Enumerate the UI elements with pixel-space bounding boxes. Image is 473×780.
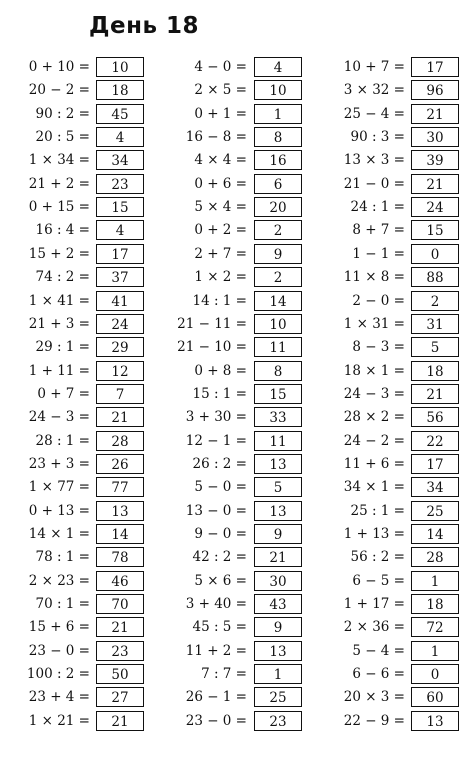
- answer-box: 17: [411, 454, 459, 474]
- problem-expression: 5 × 6 =: [194, 572, 247, 589]
- problem-expression: 100 : 2 =: [26, 666, 90, 683]
- problem-expression: 3 × 32 =: [343, 82, 405, 99]
- answer-box: 15: [411, 220, 459, 240]
- problem-expression: 1 × 41 =: [28, 292, 90, 309]
- problem-expression: 15 + 6 =: [28, 619, 90, 636]
- answer-box: 78: [96, 547, 144, 567]
- problem-expression: 1 × 34 =: [28, 152, 90, 169]
- answer-box: 7: [96, 384, 144, 404]
- problem-expression: 23 − 0 =: [28, 642, 90, 659]
- answer-box: 28: [96, 431, 144, 451]
- problem-expression: 11 + 6 =: [343, 455, 405, 472]
- answer-box: 37: [96, 267, 144, 287]
- answer-box: 2: [254, 267, 302, 287]
- answer-box: 18: [411, 361, 459, 381]
- problem-expression: 78 : 1 =: [35, 549, 90, 566]
- answer-box: 28: [411, 547, 459, 567]
- answer-box: 1: [411, 571, 459, 591]
- problem-expression: 15 + 2 =: [28, 245, 90, 262]
- problem-expression: 11 × 8 =: [343, 269, 405, 286]
- problem-expression: 11 + 2 =: [185, 642, 247, 659]
- problem-expression: 21 + 2 =: [28, 175, 90, 192]
- answer-box: 50: [96, 664, 144, 684]
- problem-expression: 20 × 3 =: [343, 689, 405, 706]
- problem-expression: 0 + 15 =: [28, 199, 90, 216]
- problem-expression: 3 + 40 =: [185, 596, 247, 613]
- problem-expression: 3 + 30 =: [185, 409, 247, 426]
- problem-expression: 29 : 1 =: [35, 339, 90, 356]
- answer-box: 9: [254, 617, 302, 637]
- problem-expression: 24 − 3 =: [343, 385, 405, 402]
- answer-box: 72: [411, 617, 459, 637]
- page-title: День 18: [89, 13, 200, 39]
- answer-box: 17: [411, 57, 459, 77]
- answer-box: 11: [254, 431, 302, 451]
- problem-expression: 1 + 13 =: [343, 526, 405, 542]
- answer-box: 13: [254, 501, 302, 521]
- problem-expression: 23 + 4 =: [28, 689, 90, 706]
- answer-box: 2: [254, 220, 302, 240]
- problem-expression: 9 − 0 =: [194, 526, 247, 542]
- answer-box: 24: [96, 314, 144, 334]
- problem-expression: 70 : 1 =: [35, 596, 90, 613]
- problem-expression: 12 − 1 =: [185, 432, 247, 449]
- answer-box: 1: [254, 664, 302, 684]
- answer-box: 56: [411, 407, 459, 427]
- problem-expression: 2 − 0 =: [352, 292, 405, 309]
- answer-box: 34: [96, 150, 144, 170]
- answer-box: 5: [411, 337, 459, 357]
- answer-box: 8: [254, 361, 302, 381]
- problem-expression: 28 × 2 =: [343, 409, 405, 426]
- answer-box: 1: [411, 641, 459, 661]
- answer-box: 21: [411, 104, 459, 124]
- answer-box: 15: [254, 384, 302, 404]
- answer-box: 16: [254, 150, 302, 170]
- answer-box: 33: [254, 407, 302, 427]
- answer-box: 34: [411, 477, 459, 497]
- answer-box: 2: [411, 291, 459, 311]
- problem-expression: 16 : 4 =: [35, 222, 90, 239]
- problem-expression: 8 − 3 =: [352, 339, 405, 356]
- answer-box: 27: [96, 687, 144, 707]
- problem-expression: 4 × 4 =: [194, 152, 247, 169]
- answer-box: 13: [254, 641, 302, 661]
- problem-expression: 1 × 31 =: [343, 315, 405, 332]
- answer-box: 11: [254, 337, 302, 357]
- problem-expression: 0 + 13 =: [28, 502, 90, 519]
- answer-box: 1: [254, 104, 302, 124]
- problem-expression: 20 − 2 =: [28, 82, 90, 99]
- answer-box: 4: [96, 220, 144, 240]
- problem-expression: 0 + 8 =: [194, 362, 247, 379]
- answer-box: 43: [254, 594, 302, 614]
- answer-box: 4: [96, 127, 144, 147]
- problem-expression: 1 + 11 =: [28, 362, 90, 379]
- problem-expression: 14 : 1 =: [192, 292, 247, 309]
- problem-expression: 5 − 0 =: [194, 479, 247, 496]
- answer-box: 20: [254, 197, 302, 217]
- problem-expression: 5 × 4 =: [194, 199, 247, 216]
- problem-expression: 90 : 2 =: [35, 105, 90, 122]
- answer-box: 21: [96, 711, 144, 731]
- answer-box: 9: [254, 244, 302, 264]
- answer-box: 39: [411, 150, 459, 170]
- answer-box: 60: [411, 687, 459, 707]
- answer-box: 23: [254, 711, 302, 731]
- problem-expression: 2 × 36 =: [343, 619, 405, 636]
- answer-box: 23: [96, 641, 144, 661]
- problem-expression: 6 − 6 =: [352, 666, 405, 683]
- answer-box: 24: [411, 197, 459, 217]
- problem-expression: 74 : 2 =: [35, 269, 90, 286]
- problem-expression: 23 + 3 =: [28, 455, 90, 472]
- problem-expression: 1 × 21 =: [28, 712, 90, 729]
- answer-box: 14: [254, 291, 302, 311]
- answer-box: 10: [254, 314, 302, 334]
- problem-expression: 42 : 2 =: [192, 549, 247, 566]
- problem-expression: 23 − 0 =: [185, 712, 247, 729]
- problem-expression: 0 + 6 =: [194, 175, 247, 192]
- problem-expression: 6 − 5 =: [352, 572, 405, 589]
- answer-box: 22: [411, 431, 459, 451]
- problem-expression: 0 + 7 =: [37, 385, 90, 402]
- problem-expression: 5 − 4 =: [352, 642, 405, 659]
- problem-expression: 13 × 3 =: [343, 152, 405, 169]
- answer-box: 5: [254, 477, 302, 497]
- answer-box: 10: [254, 80, 302, 100]
- answer-box: 96: [411, 80, 459, 100]
- problem-expression: 26 − 1 =: [185, 689, 247, 706]
- answer-box: 12: [96, 361, 144, 381]
- answer-box: 4: [254, 57, 302, 77]
- answer-box: 25: [411, 501, 459, 521]
- answer-box: 30: [411, 127, 459, 147]
- problem-expression: 1 × 2 =: [194, 269, 247, 286]
- problem-expression: 1 − 1 =: [352, 245, 405, 262]
- answer-box: 26: [96, 454, 144, 474]
- problem-expression: 21 − 10 =: [177, 339, 247, 356]
- problem-expression: 8 + 7 =: [352, 222, 405, 239]
- problem-expression: 13 − 0 =: [185, 502, 247, 519]
- answer-box: 23: [96, 174, 144, 194]
- problem-expression: 25 − 4 =: [343, 105, 405, 122]
- problem-expression: 28 : 1 =: [35, 432, 90, 449]
- answer-box: 0: [411, 664, 459, 684]
- answer-box: 18: [96, 80, 144, 100]
- answer-box: 14: [411, 524, 459, 544]
- answer-box: 9: [254, 524, 302, 544]
- problem-expression: 26 : 2 =: [192, 455, 247, 472]
- answer-box: 15: [96, 197, 144, 217]
- answer-box: 29: [96, 337, 144, 357]
- problem-expression: 10 + 7 =: [343, 59, 405, 75]
- problem-expression: 21 − 0 =: [343, 175, 405, 192]
- answer-box: 6: [254, 174, 302, 194]
- problem-expression: 15 : 1 =: [192, 385, 247, 402]
- problem-expression: 21 − 11 =: [177, 315, 247, 332]
- answer-box: 21: [411, 174, 459, 194]
- problem-expression: 2 × 23 =: [28, 572, 90, 589]
- answer-box: 21: [96, 407, 144, 427]
- problem-expression: 1 × 77 =: [28, 479, 90, 496]
- problem-expression: 4 − 0 =: [194, 59, 247, 75]
- problem-expression: 24 − 3 =: [28, 409, 90, 426]
- answer-box: 8: [254, 127, 302, 147]
- problem-expression: 14 × 1 =: [28, 526, 90, 542]
- problem-expression: 25 : 1 =: [350, 502, 405, 519]
- answer-box: 41: [96, 291, 144, 311]
- answer-box: 21: [96, 617, 144, 637]
- problem-expression: 0 + 1 =: [194, 105, 247, 122]
- problem-expression: 0 + 2 =: [194, 222, 247, 239]
- problem-expression: 2 × 5 =: [194, 82, 247, 99]
- answer-box: 10: [96, 57, 144, 77]
- answer-box: 70: [96, 594, 144, 614]
- answer-box: 13: [96, 501, 144, 521]
- answer-box: 88: [411, 267, 459, 287]
- problem-expression: 21 + 3 =: [28, 315, 90, 332]
- answer-box: 46: [96, 571, 144, 591]
- answer-box: 21: [254, 547, 302, 567]
- answer-box: 25: [254, 687, 302, 707]
- answer-box: 13: [254, 454, 302, 474]
- answer-box: 18: [411, 594, 459, 614]
- problem-expression: 16 − 8 =: [185, 129, 247, 146]
- answer-box: 21: [411, 384, 459, 404]
- problem-expression: 45 : 5 =: [192, 619, 247, 636]
- answer-box: 14: [96, 524, 144, 544]
- problem-expression: 7 : 7 =: [201, 666, 247, 683]
- answer-box: 45: [96, 104, 144, 124]
- problem-expression: 20 : 5 =: [35, 129, 90, 146]
- answer-box: 17: [96, 244, 144, 264]
- answer-box: 0: [411, 244, 459, 264]
- answer-box: 13: [411, 711, 459, 731]
- answer-box: 30: [254, 571, 302, 591]
- problem-expression: 56 : 2 =: [350, 549, 405, 566]
- answer-box: 77: [96, 477, 144, 497]
- problem-expression: 18 × 1 =: [343, 362, 405, 379]
- problem-expression: 1 + 17 =: [343, 596, 405, 613]
- problem-expression: 34 × 1 =: [343, 479, 405, 496]
- problem-expression: 2 + 7 =: [194, 245, 247, 262]
- problem-expression: 22 − 9 =: [343, 712, 405, 729]
- problem-expression: 0 + 10 =: [28, 59, 90, 75]
- problem-expression: 24 : 1 =: [350, 199, 405, 216]
- problem-expression: 90 : 3 =: [350, 129, 405, 146]
- answer-box: 31: [411, 314, 459, 334]
- problem-expression: 24 − 2 =: [343, 432, 405, 449]
